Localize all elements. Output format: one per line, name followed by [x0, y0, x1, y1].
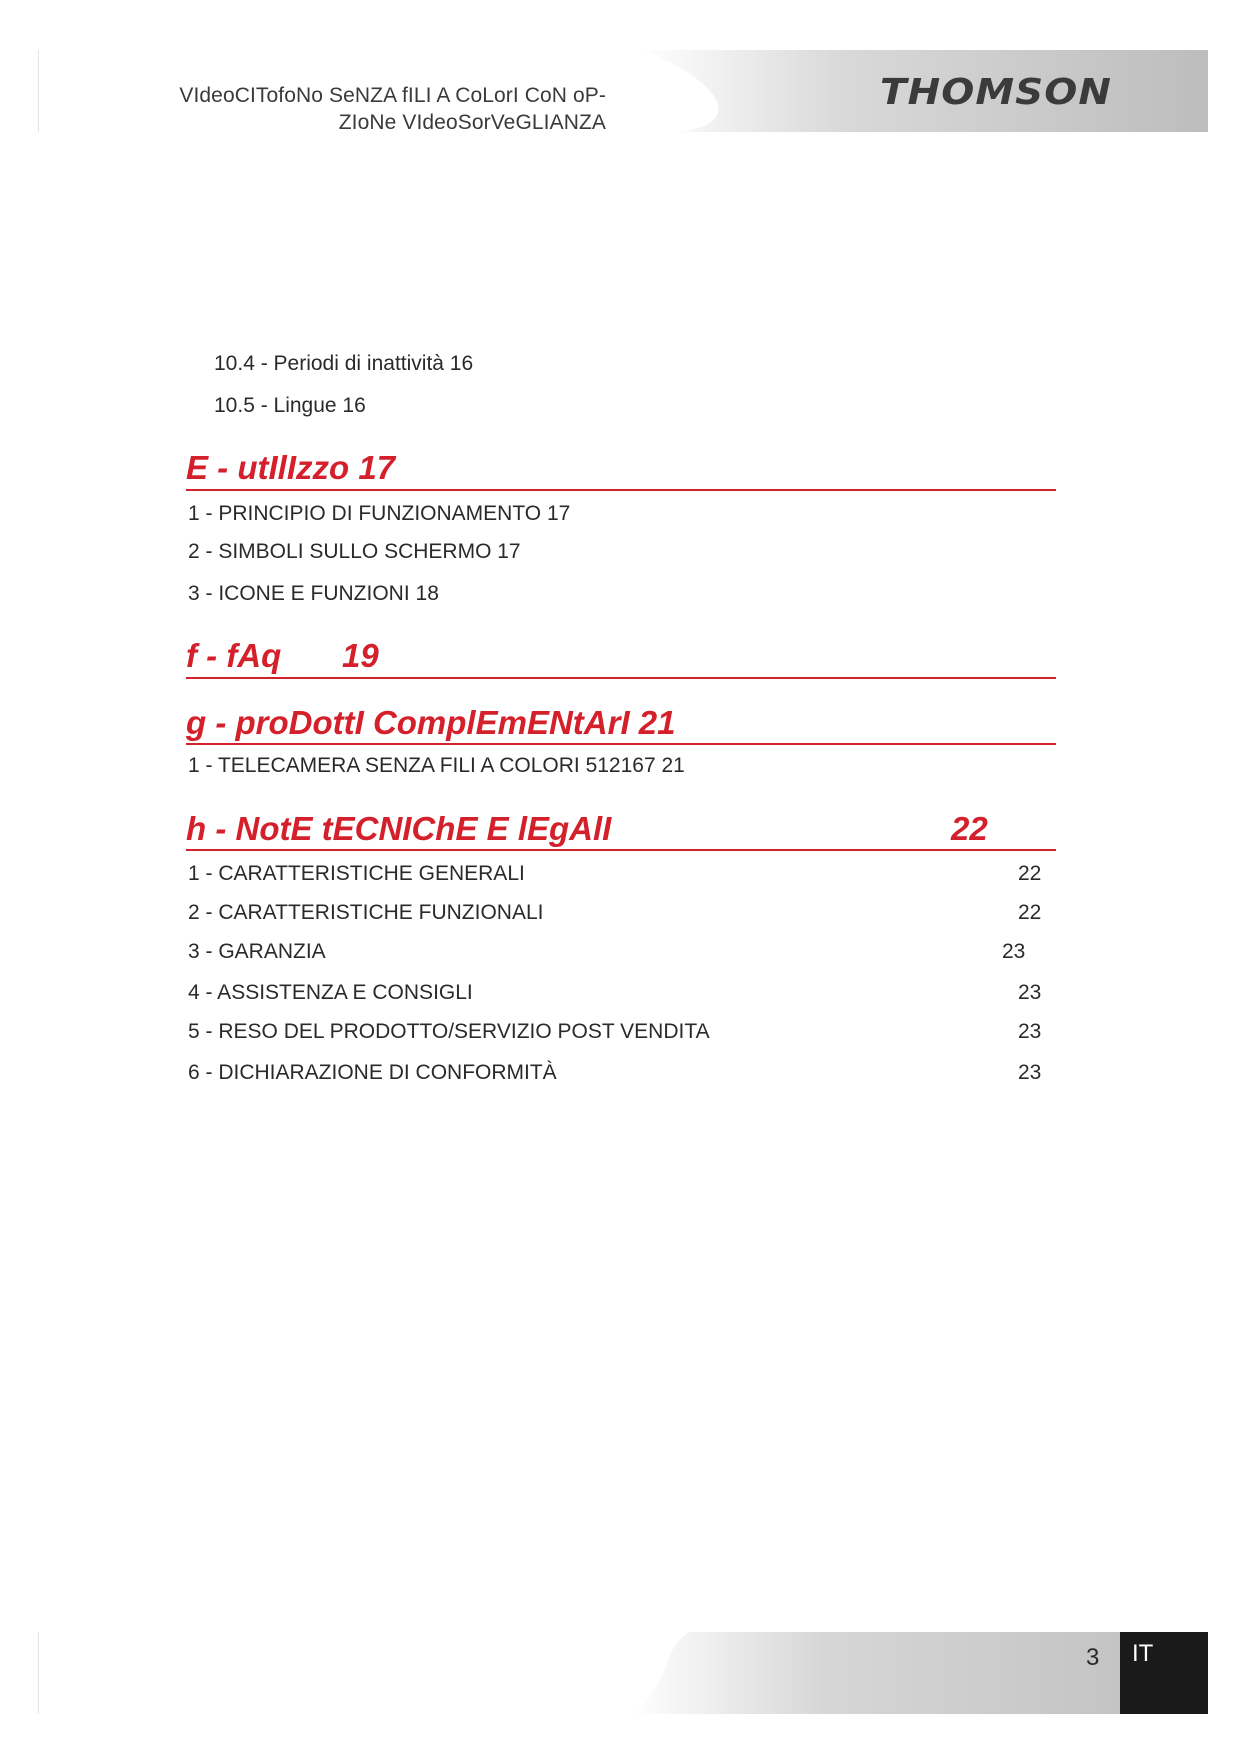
footer-gradient-band [630, 1632, 1120, 1714]
toc-item-page: 22 [1018, 901, 1042, 924]
toc-item-page: 23 [1018, 1061, 1042, 1084]
toc-item[interactable]: 1 - CARATTERISTICHE GENERALI [188, 862, 525, 885]
section-rule-g [186, 743, 1056, 745]
toc-item-page: 23 [1018, 1020, 1042, 1043]
toc-subitem[interactable]: 10.5 - Lingue 16 [214, 394, 366, 417]
document-title [120, 82, 606, 136]
toc-item[interactable]: 6 - DICHIARAZIONE DI CONFORMITÀ [188, 1061, 557, 1084]
section-heading-g[interactable]: g - proDottI ComplEmENtArI 21 [186, 704, 676, 741]
language-tab [1120, 1632, 1208, 1714]
toc-item[interactable]: 3 - GARANZIA [188, 940, 326, 963]
section-rule-h [186, 849, 1056, 851]
document-title-line-2: ZIoNe VIdeoSorVeGLIANZA [338, 111, 606, 134]
section-heading-e[interactable]: E - utIlIzzo 17 [186, 449, 396, 486]
toc-item-page: 23 [1002, 940, 1026, 963]
toc-subitem[interactable]: 10.4 - Periodi di inattività 16 [214, 352, 474, 375]
toc-item[interactable]: 2 - SIMBOLI SULLO SCHERMO 17 [188, 540, 521, 563]
section-rule-f [186, 677, 1056, 679]
section-heading-f[interactable]: f - fAq [186, 637, 282, 674]
section-rule-e [186, 489, 1056, 491]
left-margin-rule-bottom [38, 1632, 39, 1714]
section-page-f: 19 [342, 637, 379, 674]
left-margin-rule-top [38, 50, 39, 132]
toc-item[interactable]: 2 - CARATTERISTICHE FUNZIONALI [188, 901, 544, 924]
language-label: IT [1132, 1640, 1154, 1667]
toc-item[interactable]: 3 - ICONE E FUNZIONI 18 [188, 582, 439, 605]
page-number: 3 [1086, 1644, 1100, 1671]
toc-item-page: 22 [1018, 862, 1042, 885]
toc-item[interactable]: 1 - TELECAMERA SENZA FILI A COLORI 512167 21 [188, 754, 685, 777]
toc-item[interactable]: 4 - ASSISTENZA E CONSIGLI [188, 981, 473, 1004]
toc-item[interactable]: 1 - PRINCIPIO DI FUNZIONAMENTO 17 [188, 502, 571, 525]
document-title-line-1: VIdeoCITofoNo SeNZA fILI A CoLorI CoN oP- [179, 84, 606, 107]
section-heading-h[interactable]: h - NotE tECNIChE E lEgAlI [186, 810, 612, 847]
toc-item[interactable]: 5 - RESO DEL PRODOTTO/SERVIZIO POST VENDITA [188, 1020, 710, 1043]
section-page-h: 22 [951, 810, 988, 847]
toc-item-page: 23 [1018, 981, 1042, 1004]
thomson-logo: THOMSON [880, 72, 1112, 113]
